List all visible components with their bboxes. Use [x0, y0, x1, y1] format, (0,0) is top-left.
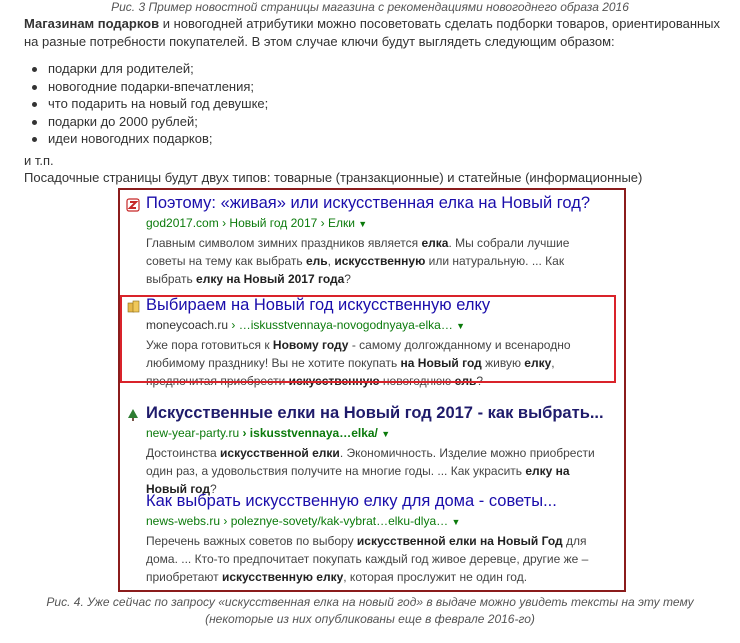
intro-paragraph	[24, 15, 724, 51]
snippet-highlight: елку	[524, 356, 552, 370]
dropdown-arrow-icon[interactable]: ▼	[381, 429, 391, 439]
result-title-link[interactable]: Поэтому: «живая» или искусственная елка на Новый год?	[146, 194, 591, 212]
result-snippet	[146, 444, 608, 498]
etc-text: и т.п.	[24, 153, 54, 168]
result-url[interactable]	[146, 426, 390, 440]
result-breadcrumb[interactable]: › iskusstvennaya…elka/	[239, 426, 378, 440]
result-domain[interactable]: moneycoach.ru	[146, 318, 229, 332]
figure-caption-bottom-note: (некоторые из них опубликованы еще в феврале 2016-го)	[205, 612, 535, 626]
result-breadcrumb[interactable]: › Новый год 2017 › Елки	[218, 216, 355, 230]
snippet-text: Перечень важных советов по выбору	[146, 534, 357, 548]
snippet-text: - самому долгожданному и всенародно любимому празднику! Вы не хотите покупать	[146, 338, 571, 370]
result-snippet	[146, 532, 608, 586]
snippet-text: или натуральную. ... Как выбрать	[146, 254, 565, 286]
figure-caption-bottom: Рис. 4. Уже сейчас по запросу «искусственная елка на новый год» в выдаче можно увидеть тексты на эту тему	[46, 595, 694, 609]
list-item: идеи новогодних подарков;	[24, 130, 268, 148]
dropdown-arrow-icon[interactable]: ▼	[358, 219, 368, 229]
landing-pages-text: Посадочные страницы будут двух типов: товарные (транзакционные) и статейные (информационные)	[24, 170, 643, 185]
result-domain[interactable]: god2017.com	[146, 216, 219, 230]
snippet-highlight: елку на Новый год	[146, 464, 570, 496]
snippet-text: , которая прослужит не один год.	[343, 570, 528, 584]
result-url[interactable]	[146, 216, 367, 230]
figure-caption-top: Рис. 3 Пример новостной страницы магазина с рекомендациями новогоднего образа 2016	[111, 0, 629, 14]
snippet-highlight: искусственную елку	[221, 570, 344, 584]
snippet-highlight: искусственную	[334, 254, 426, 268]
snippet-text: ,	[327, 254, 335, 268]
snippet-text: Уже пора готовиться к	[146, 338, 273, 352]
snippet-highlight: елка	[421, 236, 449, 250]
snippet-text: Главным символом зимних праздников является	[146, 236, 422, 250]
keyword-list	[24, 60, 268, 148]
snippet-highlight: елку на Новый 2017 года	[196, 272, 345, 286]
result-url[interactable]	[146, 514, 460, 528]
snippet-highlight: искусственной елки	[220, 446, 340, 460]
snippet-highlight: искусственной елки на Новый Год	[356, 534, 563, 548]
result-domain[interactable]: new-year-party.ru	[146, 426, 240, 440]
snippet-highlight: на Новый год	[400, 356, 482, 370]
snippet-text: ?	[476, 374, 484, 388]
result-domain[interactable]: news-webs.ru	[146, 514, 221, 528]
snippet-text: . Мы собрали лучшие советы на тему как выбрать	[146, 236, 570, 268]
snippet-text: Достоинства	[146, 446, 221, 460]
christmas-tree-icon	[126, 408, 140, 422]
snippet-text: ?	[209, 482, 217, 496]
list-item: подарки для родителей;	[24, 60, 268, 78]
result-breadcrumb[interactable]: › poleznye-sovety/kak-vybrat…elku-dlya…	[220, 514, 449, 528]
snippet-highlight: ель	[305, 254, 328, 268]
list-item: новогодние подарки-впечатления;	[24, 78, 268, 96]
intro-bold: Магазинам подарков	[24, 16, 160, 31]
intro-text: и новогодней атрибутики можно посоветовать сделать подборки товаров, ориентированных на разные потребности покупателей. В этом случае ключи будут выглядеть следующим образом:	[24, 16, 721, 49]
snippet-highlight: Новому году	[272, 338, 349, 352]
snippet-text: живую	[481, 356, 525, 370]
result-title-link[interactable]: Выбираем на Новый год искусственную елку	[146, 296, 491, 314]
snippet-text: ?	[344, 272, 351, 286]
result-title-link[interactable]: Как выбрать искусственную елку для дома - советы...	[146, 492, 557, 510]
snippet-text: . Экономичность. Изделие можно приобрести один раз, а удовольствия получите на многие годы. ... Как украсить	[146, 446, 595, 478]
snippet-text: , предпочитая приобрести	[146, 356, 555, 388]
highlight-box	[120, 295, 616, 383]
snippet-highlight: искусственную	[288, 374, 380, 388]
snippet-highlight: ель	[454, 374, 477, 388]
search-results-screenshot	[118, 188, 626, 592]
dropdown-arrow-icon[interactable]: ▼	[456, 321, 466, 331]
result-title-link[interactable]: Искусственные елки на Новый год 2017 - как выбрать...	[146, 404, 604, 422]
dropdown-arrow-icon[interactable]: ▼	[451, 517, 461, 527]
snippet-text: для дома. ... Кто-то предпочитает покупать каждый год живое деревце, другие же – приобретают	[146, 534, 589, 584]
list-item: что подарить на новый год девушке;	[24, 95, 268, 113]
list-item: подарки до 2000 рублей;	[24, 113, 268, 131]
result-breadcrumb[interactable]: › …iskusstvennaya-novogodnyaya-elka…	[228, 318, 453, 332]
snippet-text: новогоднюю	[379, 374, 455, 388]
yandex-z-icon	[126, 198, 140, 212]
result-snippet	[146, 234, 608, 288]
